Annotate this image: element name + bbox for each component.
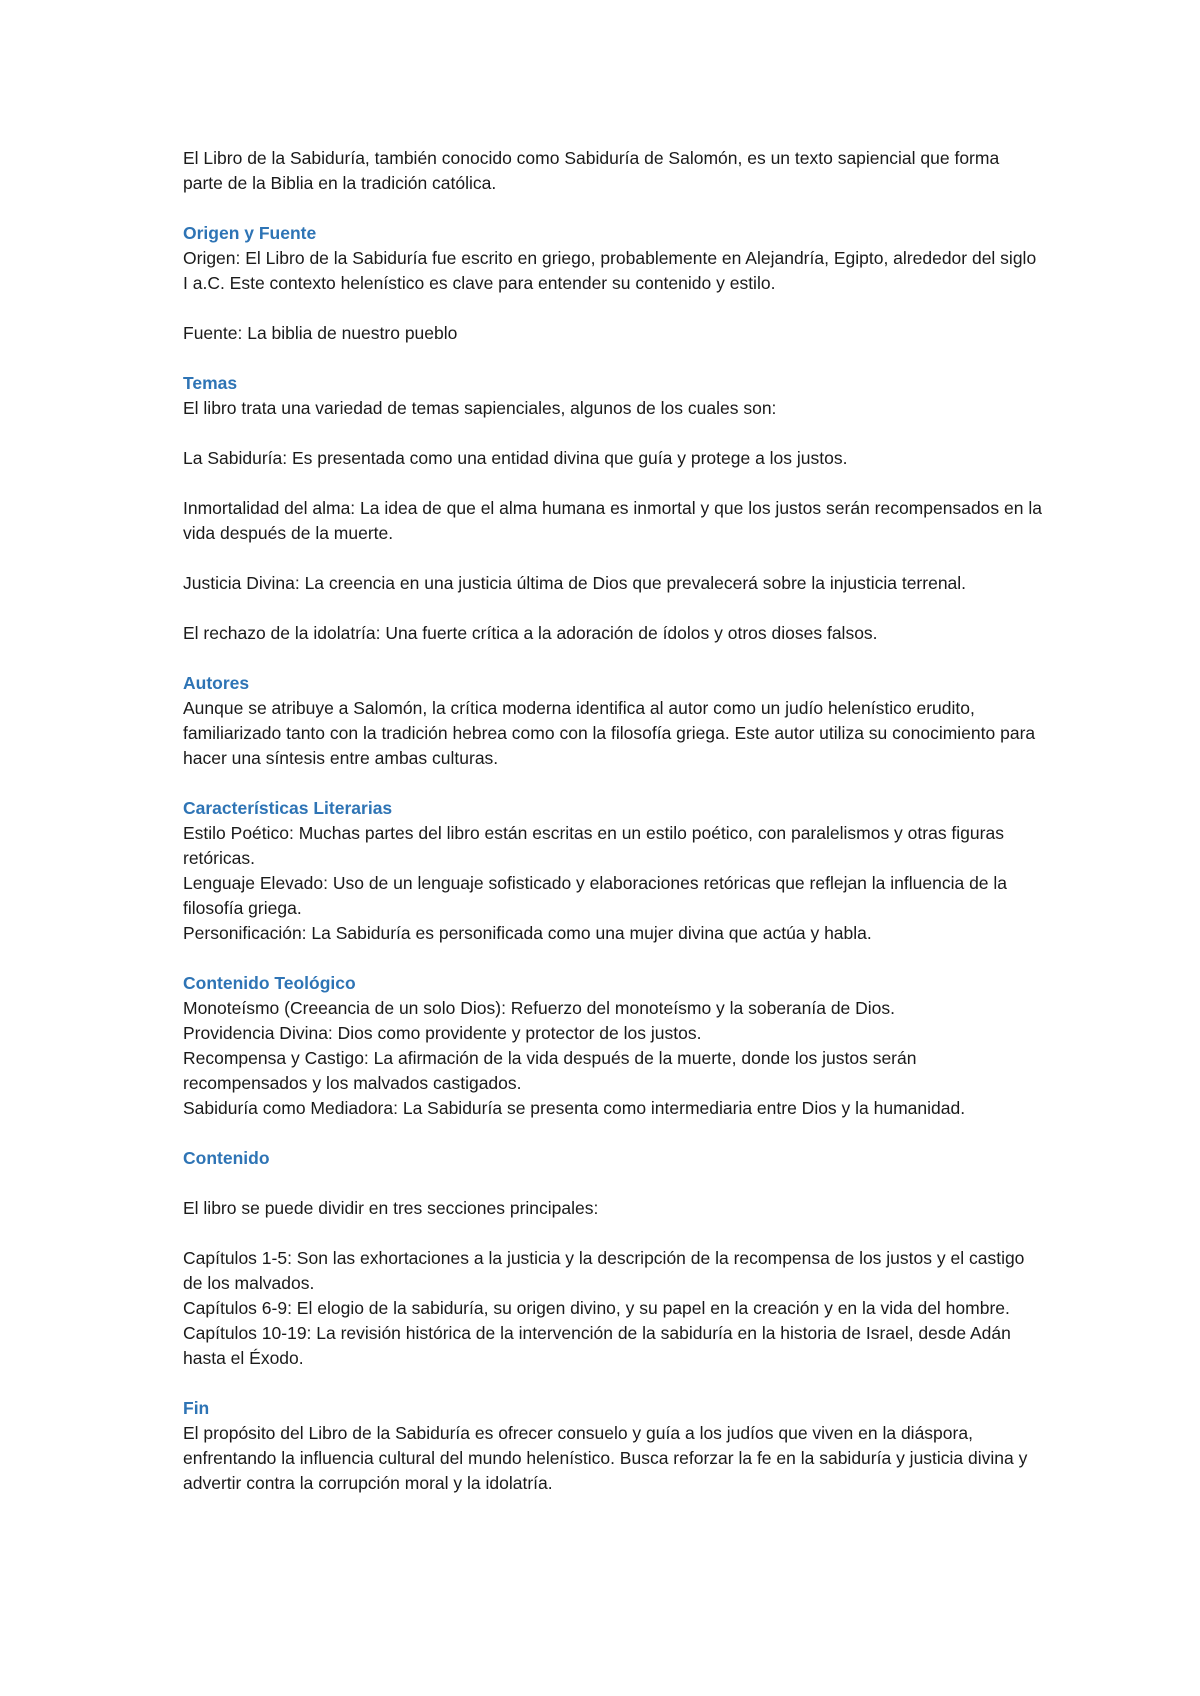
fin-paragraph: El propósito del Libro de la Sabiduría es ofrecer consuelo y guía a los judíos que viven en la diáspora, enfrentando la influencia cultural del mundo helenístico. Busca reforzar la fe en la sabiduría y justicia divina y advertir contra la corrupción moral y la idolatría. <box>183 1423 1028 1493</box>
tema-item: Justicia Divina: La creencia en una justicia última de Dios que prevalecerá sobre la injusticia terrenal. <box>183 573 967 593</box>
spacer <box>183 646 1043 671</box>
fuente-paragraph: Fuente: La biblia de nuestro pueblo <box>183 323 458 343</box>
spacer <box>183 1121 1043 1146</box>
heading-origen-fuente: Origen y Fuente <box>183 223 317 243</box>
spacer <box>183 471 1043 496</box>
spacer <box>183 1171 1043 1196</box>
contenido-item: Capítulos 10-19: La revisión histórica de la intervención de la sabiduría en la historia de Israel, desde Adán hasta el Éxodo. <box>183 1323 1011 1368</box>
heading-contenido: Contenido <box>183 1148 270 1168</box>
tema-item: El rechazo de la idolatría: Una fuerte crítica a la adoración de ídolos y otros dioses falsos. <box>183 623 878 643</box>
spacer <box>183 1221 1043 1246</box>
spacer <box>183 421 1043 446</box>
contenido-item: Capítulos 6-9: El elogio de la sabiduría, su origen divino, y su papel en la creación y en la vida del hombre. <box>183 1298 1010 1318</box>
contenido-item: Capítulos 1-5: Son las exhortaciones a la justicia y la descripción de la recompensa de los justos y el castigo de los malvados. <box>183 1248 1025 1293</box>
document-page <box>183 146 1043 1496</box>
intro-paragraph: El Libro de la Sabiduría, también conocido como Sabiduría de Salomón, es un texto sapiencial que forma parte de la Biblia en la tradición católica. <box>183 148 1000 193</box>
tema-item: Inmortalidad del alma: La idea de que el alma humana es inmortal y que los justos serán recompensados en la vida después de la muerte. <box>183 498 1042 543</box>
caracteristica-item: Personificación: La Sabiduría es personificada como una mujer divina que actúa y habla. <box>183 923 872 943</box>
contenido-intro: El libro se puede dividir en tres secciones principales: <box>183 1198 599 1218</box>
autores-paragraph: Aunque se atribuye a Salomón, la crítica moderna identifica al autor como un judío helenístico erudito, familiarizado tanto con la tradición hebrea como con la filosofía griega. Este autor utiliza su conocimiento para hacer una síntesis entre ambas culturas. <box>183 698 1036 768</box>
teologico-item: Providencia Divina: Dios como providente y protector de los justos. <box>183 1023 702 1043</box>
caracteristica-item: Estilo Poético: Muchas partes del libro están escritas en un estilo poético, con paralelismos y otras figuras retóricas. <box>183 823 1004 868</box>
spacer <box>183 296 1043 321</box>
spacer <box>183 1371 1043 1396</box>
spacer <box>183 196 1043 221</box>
caracteristica-item: Lenguaje Elevado: Uso de un lenguaje sofisticado y elaboraciones retóricas que reflejan la influencia de la filosofía griega. <box>183 873 1008 918</box>
heading-fin: Fin <box>183 1398 210 1418</box>
teologico-item: Monoteísmo (Creeancia de un solo Dios): Refuerzo del monoteísmo y la soberanía de Dios. <box>183 998 896 1018</box>
heading-temas: Temas <box>183 373 238 393</box>
heading-autores: Autores <box>183 673 250 693</box>
spacer <box>183 546 1043 571</box>
teologico-item: Sabiduría como Mediadora: La Sabiduría se presenta como intermediaria entre Dios y la humanidad. <box>183 1098 966 1118</box>
teologico-item: Recompensa y Castigo: La afirmación de la vida después de la muerte, donde los justos serán recompensados y los malvados castigados. <box>183 1048 917 1093</box>
spacer <box>183 946 1043 971</box>
temas-intro: El libro trata una variedad de temas sapienciales, algunos de los cuales son: <box>183 398 777 418</box>
spacer <box>183 596 1043 621</box>
heading-caracteristicas: Características Literarias <box>183 798 393 818</box>
origen-paragraph: Origen: El Libro de la Sabiduría fue escrito en griego, probablemente en Alejandría, Egipto, alrededor del siglo I a.C. Este contexto helenístico es clave para entender su contenido y estilo. <box>183 248 1037 293</box>
spacer <box>183 771 1043 796</box>
heading-contenido-teologico: Contenido Teológico <box>183 973 356 993</box>
spacer <box>183 346 1043 371</box>
tema-item: La Sabiduría: Es presentada como una entidad divina que guía y protege a los justos. <box>183 448 848 468</box>
